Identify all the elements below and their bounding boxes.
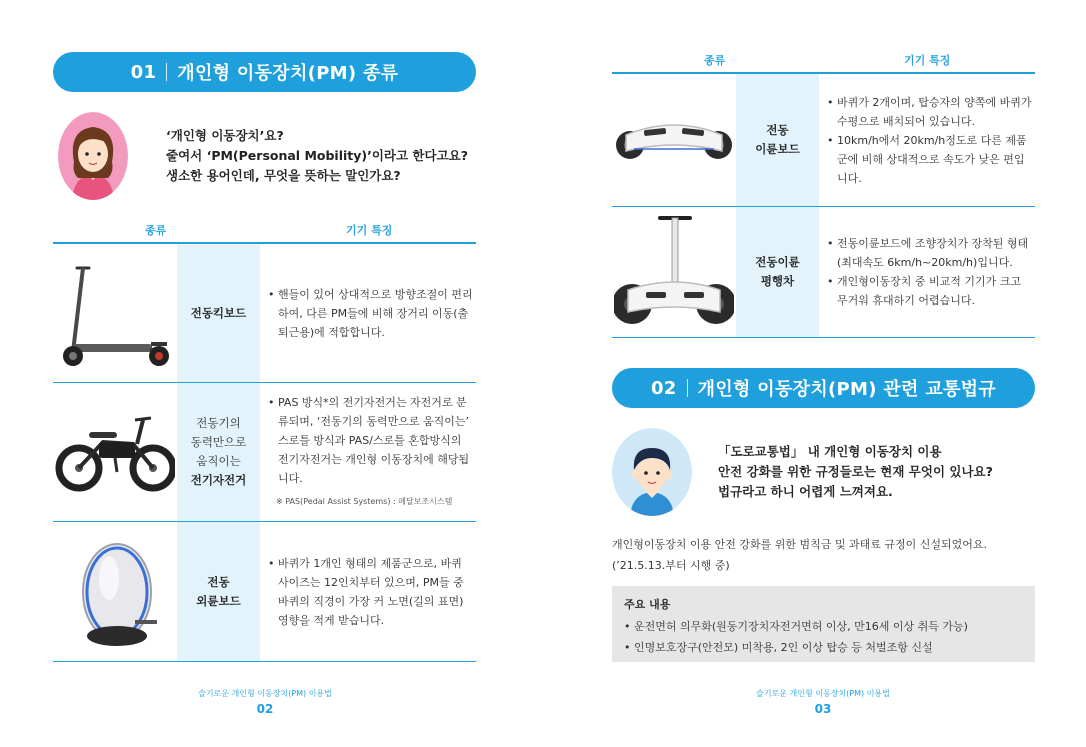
table-header	[53, 218, 476, 244]
section-header-2	[612, 368, 1035, 408]
girl-avatar-icon	[58, 112, 128, 200]
kickboard-image-icon	[53, 245, 177, 382]
box-item: • 운전면허 의무화(원동기장치자전거면허 이상, 만16세 이상 취득 가능)	[624, 620, 968, 633]
feature-text: 바퀴가 1개인 형태의 제품군으로, 바퀴 사이즈는 12인치부터 있으며, PM들 중 바퀴의 직경이 가장 커 노면(길의 표면) 영향을 적게 받습니다.	[278, 556, 464, 627]
type-label-bold: 전기자전거	[190, 473, 247, 487]
key-contents-box	[612, 586, 1035, 662]
question-block	[58, 112, 468, 200]
feature-text: 개인형이동장치 중 비교적 기기가 크고 무거워 휴대하기 어렵습니다.	[837, 275, 1022, 307]
box-item: • 인명보호장구(안전모) 미착용, 2인 이상 탑승 등 처벌조항 신설	[624, 641, 933, 654]
type-cell	[177, 522, 260, 661]
section-header-1	[53, 52, 476, 92]
ebike-image-icon	[53, 383, 177, 521]
section-number: 01	[130, 61, 157, 83]
col-type-header: 종류	[704, 54, 726, 67]
question-line-2: 줄여서 ‘PM(Personal Mobility)’이라고 한다고요?	[166, 148, 468, 163]
question-block	[612, 428, 993, 516]
question-line-2: 안전 강화를 위한 규정들로는 현재 무엇이 있나요?	[718, 464, 993, 479]
feature-bullet: • 핸들이 있어 상대적으로 방향조절이 편리하여, 다른 PM들에 비해 장거리 이동(출퇴근용)에 적합합니다.	[268, 288, 473, 339]
feature-cell	[268, 245, 473, 382]
section-title: 개인형 이동장치(PM) 관련 교통법규	[697, 379, 997, 400]
footer-title: 슬기로운 개인형 이동장치(PM) 이용법	[756, 689, 890, 698]
feature-text: 전동이륜보드에 조향장치가 장착된 형태(최대속도 6km/h~20km/h)입니다.	[837, 237, 1029, 269]
feature-bullet: • 10km/h에서 20km/h정도로 다른 제품군에 비해 상대적으로 속도가 낮은 편입니다.	[827, 133, 1027, 185]
page-number: 02	[256, 702, 274, 716]
feature-bullet: • 전동이륜보드에 조향장치가 장착된 형태(최대속도 6km/h~20km/h)입니다.	[827, 237, 1029, 269]
type-label-bold: 전동이륜	[755, 255, 800, 269]
type-cell	[177, 245, 260, 382]
type-label-line: 움직이는	[196, 454, 241, 468]
feature-text: PAS 방식*의 전기자전거는 자전거로 분류되며, ‘전동기의 동력만으로 움직이는’ 스로틀 방식과 PAS/스로틀 혼합방식의 전기자전거는 개인형 이동장치에 해당됩니다.	[278, 396, 470, 485]
type-label-bold: 전동	[207, 574, 230, 589]
question-line-1: ‘개인형 이동장치’요?	[166, 128, 284, 143]
table-row-unicycle	[53, 522, 476, 662]
table-row-ebike	[53, 383, 476, 522]
feature-text: 바퀴가 2개이며, 탑승자의 양쪽에 바퀴가 수평으로 배치되어 있습니다.	[837, 95, 1032, 128]
col-feature-header: 기기 특징	[904, 54, 951, 67]
box-title: 주요 내용	[624, 598, 671, 611]
body-paragraph	[612, 534, 1035, 576]
type-label-bold: 이륜보드	[755, 142, 800, 156]
question-text	[166, 126, 468, 186]
table-row-segway	[612, 207, 1035, 338]
segway-image-icon	[612, 207, 736, 337]
footer-title: 슬기로운 개인형 이동장치(PM) 이용법	[198, 689, 332, 698]
type-label-bold: 평행차	[760, 274, 795, 288]
right-page	[543, 0, 1086, 747]
section-divider	[166, 63, 167, 81]
type-label-line: 동력만으로	[190, 435, 247, 449]
question-line-3: 법규라고 하니 어렵게 느껴져요.	[718, 484, 893, 499]
table-row-hoverboard	[612, 74, 1035, 207]
feature-bullet: • PAS 방식*의 전기자전거는 자전거로 분류되며, ‘전동기의 동력만으로 움직이는’ 스로틀 방식과 PAS/스로틀 혼합방식의 전기자전거는 개인형 이동장치에 해당됩니다.	[268, 396, 470, 485]
type-label: 전동킥보드	[190, 306, 247, 320]
type-label-bold: 전동	[766, 123, 789, 137]
page-footer	[165, 688, 365, 716]
section-divider	[687, 379, 688, 397]
unicycle-image-icon	[53, 522, 177, 661]
section-title: 개인형 이동장치(PM) 종류	[177, 63, 399, 84]
body-line-2: (’21.5.13.부터 시행 중)	[612, 559, 730, 572]
boy-avatar-icon	[612, 428, 692, 516]
page-footer	[723, 688, 923, 716]
feature-cell	[268, 522, 473, 661]
section-number: 02	[650, 377, 677, 399]
page-number: 03	[814, 702, 832, 716]
col-type-header: 종류	[145, 224, 167, 237]
footnote: ※ PAS(Pedal Assist Systems) : 페달보조시스템	[276, 497, 453, 506]
type-cell	[177, 383, 260, 521]
table-header	[612, 48, 1035, 74]
type-label-line: 전동기의	[196, 416, 241, 430]
question-line-1: 「도로교통법」 내 개인형 이동장치 이용	[718, 444, 942, 459]
feature-cell	[827, 74, 1032, 206]
question-line-3: 생소한 용어인데, 무엇을 뜻하는 말인가요?	[166, 168, 401, 183]
feature-cell	[827, 207, 1032, 337]
feature-bullet: • 바퀴가 2개이며, 탑승자의 양쪽에 바퀴가 수평으로 배치되어 있습니다.	[827, 95, 1032, 128]
type-label-bold: 외륜보드	[196, 593, 241, 608]
type-cell	[736, 207, 819, 337]
feature-text: 10km/h에서 20km/h정도로 다른 제품군에 비해 상대적으로 속도가 낮은 편입니다.	[837, 133, 1027, 185]
feature-bullet: • 바퀴가 1개인 형태의 제품군으로, 바퀴 사이즈는 12인치부터 있으며, PM들 중 바퀴의 직경이 가장 커 노면(길의 표면) 영향을 적게 받습니다.	[268, 556, 464, 627]
feature-cell	[268, 383, 473, 521]
question-text	[718, 442, 993, 502]
table-row-kickboard	[53, 245, 476, 383]
col-feature-header: 기기 특징	[346, 224, 393, 237]
feature-bullet: • 개인형이동장치 중 비교적 기기가 크고 무거워 휴대하기 어렵습니다.	[827, 275, 1022, 307]
body-line-1: 개인형이동장치 이용 안전 강화를 위한 범칙금 및 과태료 규정이 신설되었어요.	[612, 538, 987, 551]
box-item-text: 운전면허 의무화(원동기장치자전거면허 이상, 만16세 이상 취득 가능)	[634, 620, 968, 633]
feature-text: 핸들이 있어 상대적으로 방향조절이 편리하여, 다른 PM들에 비해 장거리 이동(출퇴근용)에 적합합니다.	[278, 288, 473, 339]
box-item-text: 인명보호장구(안전모) 미착용, 2인 이상 탑승 등 처벌조항 신설	[634, 641, 933, 654]
hoverboard-image-icon	[612, 74, 736, 206]
type-cell	[736, 74, 819, 206]
